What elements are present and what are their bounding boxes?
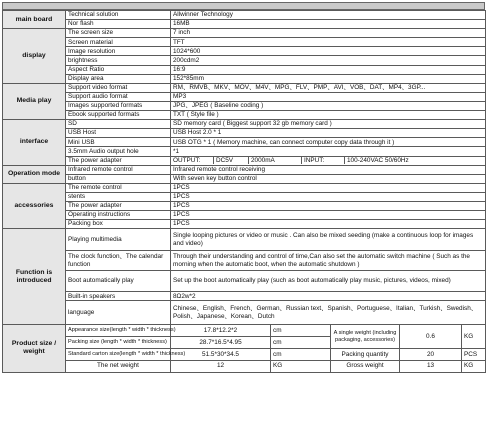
- table-row: [3, 129, 486, 138]
- table-row: [3, 229, 486, 251]
- spec-value: Set up the boot automatically play (such as boot automatically play music, pictures, videos, mixed): [171, 271, 486, 292]
- output-current: 2000mA: [248, 157, 301, 165]
- spec-name: Appearance size(length * width * thickness): [66, 325, 171, 337]
- table-row: [3, 147, 486, 156]
- table-row: [3, 292, 486, 301]
- spec-value: 28.7*16.5*4.95: [171, 337, 271, 349]
- section-label-interface: interface: [3, 120, 66, 165]
- spec-value: MP3: [171, 92, 486, 101]
- table-row: [3, 192, 486, 201]
- section-label-function: Function is introduced: [3, 229, 66, 325]
- spec-value: 1PCS: [171, 192, 486, 201]
- spec-value: 1PCS: [171, 183, 486, 192]
- spec-name: The power adapter: [66, 201, 171, 210]
- table-row: [3, 20, 486, 29]
- spec-value: TFT: [171, 38, 486, 47]
- single-weight-unit: KG: [462, 325, 486, 349]
- spec-table: [2, 10, 486, 373]
- gross-weight-value: 13: [400, 360, 462, 372]
- spec-name: The remote control: [66, 183, 171, 192]
- table-row: [3, 92, 486, 101]
- net-weight-value: 12: [171, 360, 271, 372]
- packing-quantity-unit: PCS: [462, 348, 486, 360]
- spec-name: 3.5mm Audio output hole: [66, 147, 171, 156]
- spec-value: 152*85mm: [171, 74, 486, 83]
- spec-name: Boot automatically play: [66, 271, 171, 292]
- spec-value: 200cdm2: [171, 56, 486, 65]
- power-adapter-cell: [171, 156, 486, 165]
- single-weight-value: 0.6: [400, 325, 462, 349]
- spec-name: button: [66, 174, 171, 183]
- table-row: [3, 251, 486, 271]
- table-row: [3, 301, 486, 325]
- spec-name: Packing box: [66, 220, 171, 229]
- spec-value: SD memory card ( Biggest support 32 gb memory card ): [171, 120, 486, 129]
- single-weight-label: A single weight (including packaging, accessories): [331, 325, 400, 349]
- table-row: [3, 201, 486, 210]
- table-row: [3, 360, 486, 372]
- spec-name: Nor flash: [66, 20, 171, 29]
- output-voltage: DC5V: [213, 157, 248, 165]
- spec-name: Packing size (length * width * thickness): [66, 337, 171, 349]
- output-label: OUTPUT:: [173, 156, 201, 164]
- section-label-operation-mode: Operation mode: [3, 165, 66, 183]
- table-row: [3, 138, 486, 147]
- spec-value: TXT ( Style file ): [171, 111, 486, 120]
- section-label-display: display: [3, 29, 66, 84]
- spec-value: 16:9: [171, 65, 486, 74]
- table-row: [3, 111, 486, 120]
- table-row: [3, 183, 486, 192]
- spec-name: Images supported formats: [66, 101, 171, 110]
- spec-name: Support audio format: [66, 92, 171, 101]
- table-row: [3, 101, 486, 110]
- spec-value: 17.8*12.2*2: [171, 325, 271, 337]
- section-label-product-size: Product size / weight: [3, 325, 66, 372]
- spec-value: 7 inch: [171, 29, 486, 38]
- table-row: [3, 220, 486, 229]
- table-row: [3, 325, 486, 337]
- table-row: [3, 65, 486, 74]
- spec-value: Chinese、English、French、German、Russian text、Spanish、Portuguese、Italian、Turkish、Swedish、Polish、Japanese、Korean、Dutch: [171, 301, 486, 325]
- packing-quantity-value: 20: [400, 348, 462, 360]
- input-label: INPUT:: [301, 157, 344, 165]
- spec-name: language: [66, 301, 171, 325]
- spec-name: Operating instructions: [66, 211, 171, 220]
- table-row: [3, 83, 486, 92]
- gross-weight-unit: KG: [462, 360, 486, 372]
- spec-name: USB Host: [66, 129, 171, 138]
- section-label-accessories: accessories: [3, 183, 66, 228]
- section-label-media-play: Media play: [3, 83, 66, 119]
- spec-name: Infrared remote control: [66, 165, 171, 174]
- packing-quantity-label: Packing quantity: [331, 348, 400, 360]
- spec-value: USB OTG * 1 ( Memory machine, can connect computer copy data through it ): [171, 138, 486, 147]
- spec-unit: cm: [271, 337, 331, 349]
- table-row: [3, 11, 486, 20]
- spec-value: USB Host 2.0 * 1: [171, 129, 486, 138]
- spec-name: Mini USB: [66, 138, 171, 147]
- spec-value: Allwinner Technology: [171, 11, 486, 20]
- spec-unit: cm: [271, 325, 331, 337]
- spec-value: 1PCS: [171, 211, 486, 220]
- table-row: [3, 38, 486, 47]
- spec-name: The screen size: [66, 29, 171, 38]
- table-row: [3, 56, 486, 65]
- table-row: [3, 211, 486, 220]
- input-value: 100-240VAC 50/60Hz: [344, 157, 485, 165]
- spec-name: brightness: [66, 56, 171, 65]
- spec-name: The clock function、The calendar function: [66, 251, 171, 271]
- table-row: [3, 156, 486, 165]
- spec-name: Display area: [66, 74, 171, 83]
- table-row: [3, 120, 486, 129]
- spec-value: 8Ω2w*2: [171, 292, 486, 301]
- spec-name: The power adapter: [66, 156, 171, 165]
- section-label-main-board: main board: [3, 11, 66, 29]
- spec-name: Image resolution: [66, 47, 171, 56]
- spec-value: 51.5*30*34.5: [171, 348, 271, 360]
- spec-value: *1: [171, 147, 486, 156]
- table-header-bar: [2, 2, 485, 10]
- table-row: [3, 174, 486, 183]
- spec-name: stents: [66, 192, 171, 201]
- net-weight-label: The net weight: [66, 360, 171, 372]
- spec-unit: cm: [271, 348, 331, 360]
- spec-value: 16MB: [171, 20, 486, 29]
- spec-value: 1024*600: [171, 47, 486, 56]
- spec-value: JPG、JPEG ( Baseline coding ): [171, 101, 486, 110]
- net-weight-unit: KG: [271, 360, 331, 372]
- spec-value: Single looping pictures or video or music . Can also be mixed seeding (make a continuous loop for images and video): [171, 229, 486, 251]
- spec-value: RM、RMVB、MKV、MOV、M4V、MPG、FLV、PMP、AVI、VOB、DAT、MP4、3GP...: [171, 83, 486, 92]
- spec-name: Support video format: [66, 83, 171, 92]
- spec-name: SD: [66, 120, 171, 129]
- spec-name: Standard carton size(length * width * thickness): [66, 348, 171, 360]
- table-row: [3, 165, 486, 174]
- spec-name: Ebook supported formats: [66, 111, 171, 120]
- spec-name: Screen material: [66, 38, 171, 47]
- spec-name: Playing multimedia: [66, 229, 171, 251]
- spec-value: Through their understanding and control of time,Can also set the automatic switch machine ( Such as the morning when the automatic boot, when the automatic shutdown ): [171, 251, 486, 271]
- table-row: [3, 271, 486, 292]
- table-row: [3, 47, 486, 56]
- spec-value: 1PCS: [171, 220, 486, 229]
- spec-name: Technical solution: [66, 11, 171, 20]
- table-row: [3, 348, 486, 360]
- spec-value: With seven key button control: [171, 174, 486, 183]
- spec-value: 1PCS: [171, 201, 486, 210]
- table-row: [3, 74, 486, 83]
- spec-name: Aspect Ratio: [66, 65, 171, 74]
- spec-value: Infrared remote control receiving: [171, 165, 486, 174]
- table-row: [3, 29, 486, 38]
- spec-name: Built-in speakers: [66, 292, 171, 301]
- gross-weight-label: Gross weight: [331, 360, 400, 372]
